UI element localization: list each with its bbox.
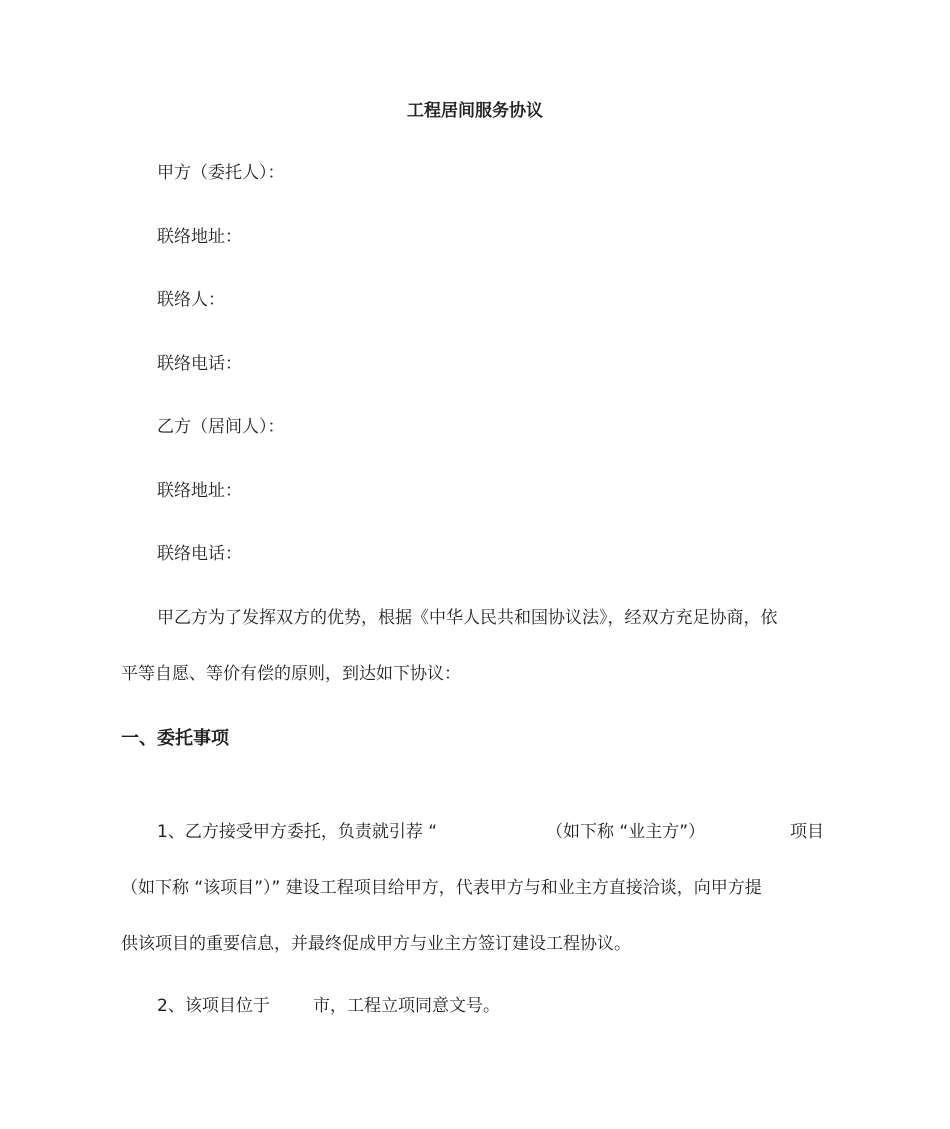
clause1-line-3: 供该项目的重要信息，并最终促成甲方与业主方签订建设工程协议。 — [121, 934, 631, 954]
clause2-part-a: 2、该项目位于 — [157, 996, 270, 1016]
clause1-part-c: 项目 — [790, 822, 824, 842]
intro-line-2: 平等自愿、等价有偿的原则，到达如下协议： — [121, 664, 461, 684]
party-b-phone-field: 联络电话： — [157, 544, 242, 564]
clause2-part-b: 市，工程立项同意文号。 — [313, 996, 500, 1016]
party-a-address-field: 联络地址： — [157, 227, 242, 247]
party-a-phone-field: 联络电话： — [157, 354, 242, 374]
section-heading-entrustment: 一、委托事项 — [121, 728, 229, 749]
intro-line-1: 甲乙方为了发挥双方的优势，根据《中华人民共和国协议法》，经双方充足协商，依 — [157, 608, 778, 628]
clause1-part-b: （如下称 “业主方”） — [546, 822, 706, 842]
document-title: 工程居间服务协议 — [407, 101, 543, 121]
party-a-field: 甲方（委托人）： — [157, 163, 285, 183]
party-b-field: 乙方（居间人）： — [157, 417, 285, 437]
party-a-contact-field: 联络人： — [157, 290, 225, 310]
party-b-address-field: 联络地址： — [157, 481, 242, 501]
clause1-line-2: （如下称 “该项目”）” 建设工程项目给甲方，代表甲方与和业主方直接洽谈，向甲方提 — [121, 878, 762, 898]
clause1-part-a: 1、乙方接受甲方委托，负责就引荐 “ — [157, 822, 438, 842]
